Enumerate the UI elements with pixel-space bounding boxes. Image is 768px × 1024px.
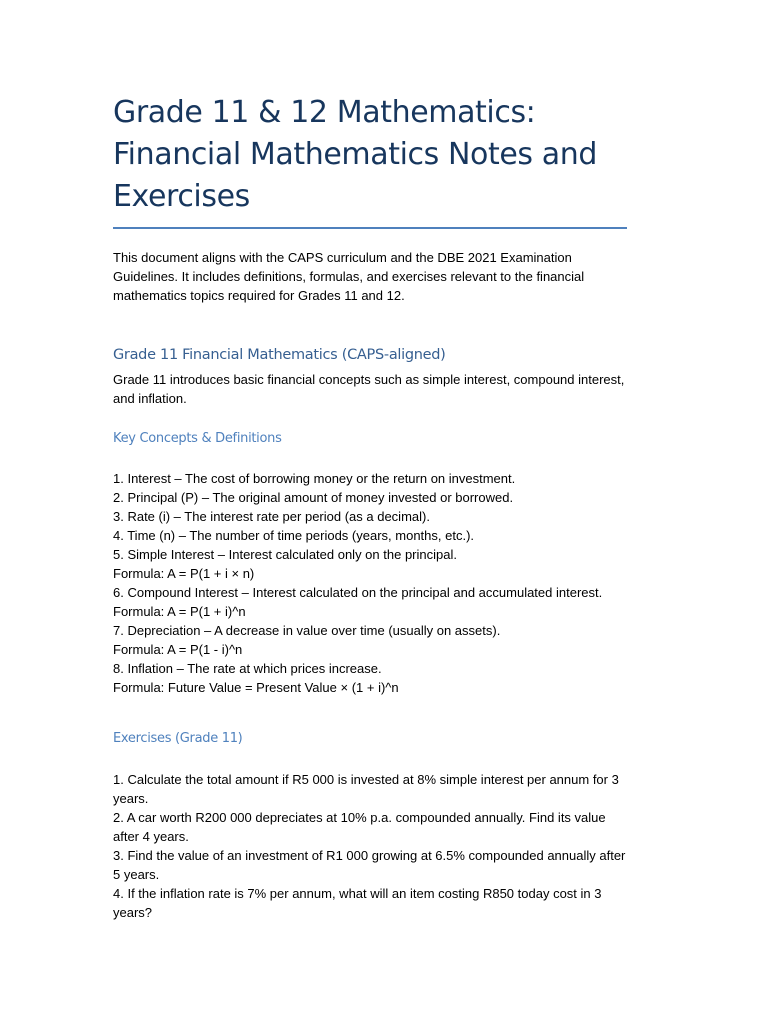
exercise-item: 3. Find the value of an investment of R1 000 growing at 6.5% compounded annually after 5 years. [113,848,626,882]
concept-item: 2. Principal (P) – The original amount of money invested or borrowed. [113,490,514,505]
concepts-list [113,469,629,697]
concept-item: 4. Time (n) – The number of time periods (years, months, etc.). [113,528,475,543]
formula-line: Formula: Future Value = Present Value × (1 + i)^n [113,680,399,695]
grade11-description: Grade 11 introduces basic financial concepts such as simple interest, compound interest, and inflation. [113,372,625,406]
exercises-list [113,770,629,922]
formula-line: Formula: A = P(1 - i)^n [113,642,243,657]
grade11-heading: Grade 11 Financial Mathematics (CAPS-aligned) [113,347,446,363]
exercise-item: 2. A car worth R200 000 depreciates at 10% p.a. compounded annually. Find its value after 4 years. [113,810,606,844]
concept-item: 8. Inflation – The rate at which prices increase. [113,661,382,676]
concept-item: 1. Interest – The cost of borrowing money or the return on investment. [113,471,516,486]
exercise-item: 1. Calculate the total amount if R5 000 is invested at 8% simple interest per annum for 3 years. [113,772,619,806]
title-underline [113,227,627,229]
formula-line: Formula: A = P(1 + i × n) [113,566,255,581]
key-concepts-heading: Key Concepts & Definitions [113,431,282,446]
document-title: Grade 11 & 12 Mathematics: Financial Mathematics Notes and Exercises [113,95,597,214]
document-page [113,92,629,922]
concept-item: 5. Simple Interest – Interest calculated only on the principal. [113,547,457,562]
exercise-item: 4. If the inflation rate is 7% per annum, what will an item costing R850 today cost in 3 years? [113,886,602,920]
formula-line: Formula: A = P(1 + i)^n [113,604,246,619]
concept-item: 6. Compound Interest – Interest calculated on the principal and accumulated interest. [113,585,603,600]
concept-item: 7. Depreciation – A decrease in value over time (usually on assets). [113,623,501,638]
exercises-heading: Exercises (Grade 11) [113,731,243,746]
intro-paragraph: This document aligns with the CAPS curriculum and the DBE 2021 Examination Guidelines. It includes definitions, formulas, and exercises relevant to the financial mathematics topics required for Grades 11 and 12. [113,250,585,303]
concept-item: 3. Rate (i) – The interest rate per period (as a decimal). [113,509,430,524]
